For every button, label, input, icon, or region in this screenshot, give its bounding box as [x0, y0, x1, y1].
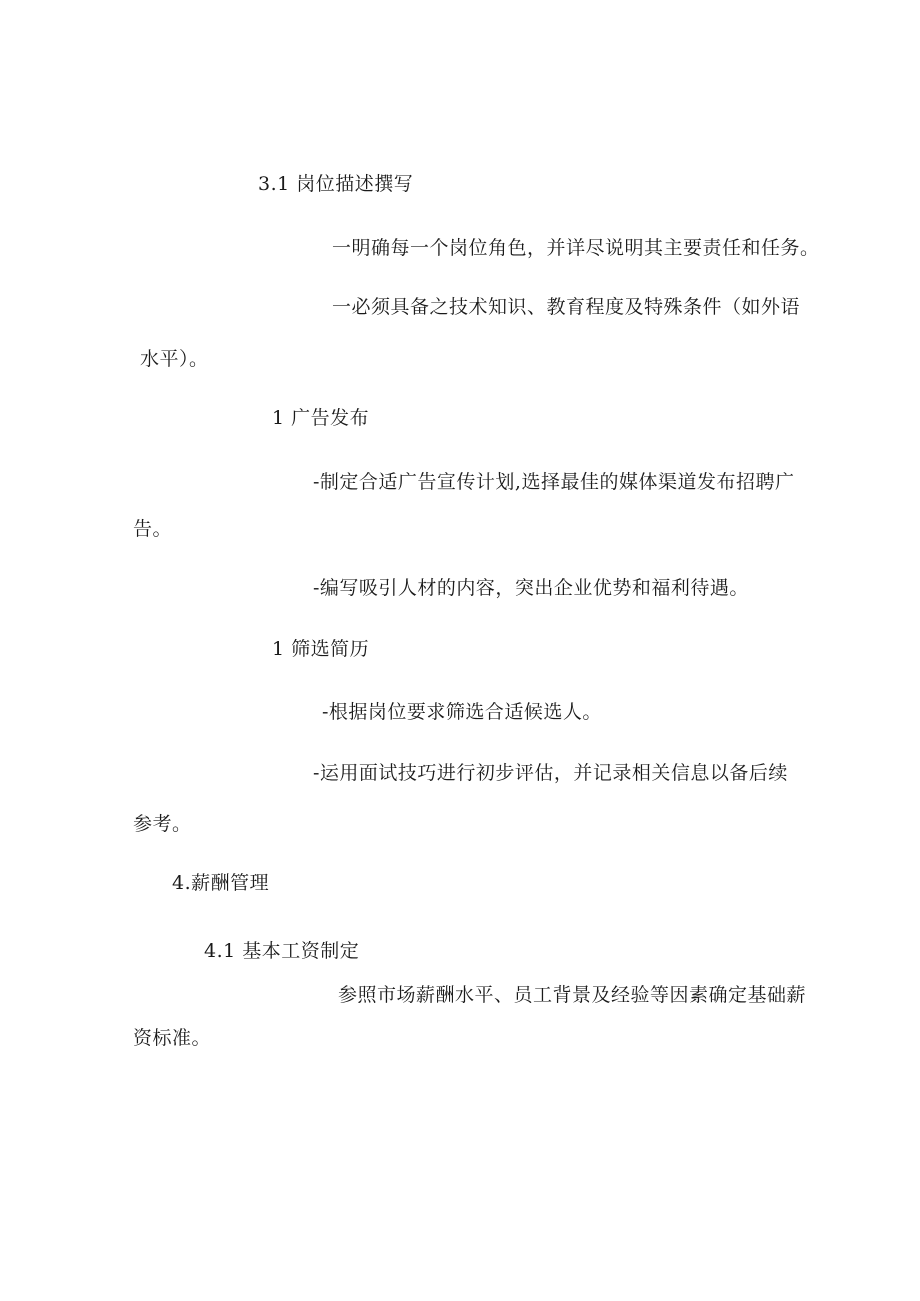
paragraph-line: 资标准。 [133, 1027, 212, 1049]
paragraph-line: 告。 [133, 518, 173, 540]
section-heading-4-1: 4.1 基本工资制定 [204, 940, 360, 962]
paragraph-line: -制定合适广告宣传计划,选择最佳的媒体渠道发布招聘广 [313, 471, 795, 493]
paragraph-line: 一明确每一个岗位角色，并详尽说明其主要责任和任务。 [332, 237, 820, 259]
section-heading-4: 4.薪酬管理 [172, 872, 270, 894]
subheading-resume-screening: 1 筛选简历 [272, 638, 370, 660]
paragraph-line: -编写吸引人材的内容，突出企业优势和福利待遇。 [313, 577, 749, 599]
paragraph-line: 水平）。 [140, 348, 209, 370]
subheading-ad-publishing: 1 广告发布 [272, 407, 370, 429]
paragraph-line: 一必须具备之技术知识、教育程度及特殊条件（如外语 [332, 296, 801, 318]
paragraph-line: -根据岗位要求筛选合适候选人。 [322, 701, 602, 723]
paragraph-line: 参考。 [133, 813, 192, 835]
paragraph-line: 参照市场薪酬水平、员工背景及经验等因素确定基础薪 [338, 984, 807, 1006]
paragraph-line: -运用面试技巧进行初步评估，并记录相关信息以备后续 [313, 762, 788, 784]
section-heading-3-1: 3.1 岗位描述撰写 [258, 173, 414, 195]
